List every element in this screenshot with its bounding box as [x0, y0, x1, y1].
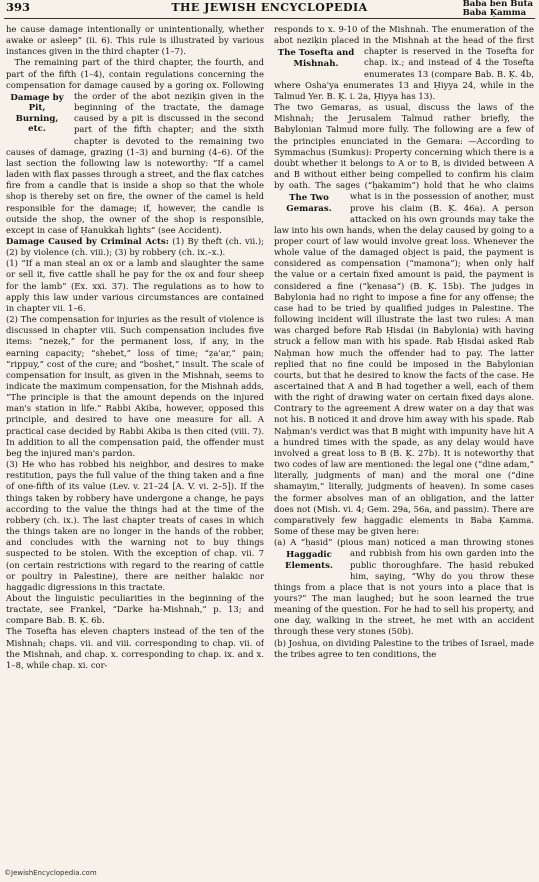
paragraph-text: responds to x. 9-10 of the Mishnah. The enumeration of the abot neziḳin placed in the Mishnah at the — [274, 24, 534, 46]
paragraph-text: (1) By theft (ch. vii.); (2) by violence (ch. viii.); (3) by robbery (ch. ix.–x.). — [6, 235, 264, 258]
side-heading-two-gemaras: The Two Gemaras. — [286, 193, 332, 214]
right-column — [274, 24, 534, 864]
side-heading-damage-by-pit: Damage by Pit, Burning, etc. — [10, 92, 64, 135]
page-header — [4, 0, 535, 19]
page-number: 393 — [6, 0, 31, 14]
paragraph-text: The remaining part of the third chapter, the fourth, and part of the fifth (1–4), contain regulations concerning the compensation for damage caused by a goring ox. — [6, 57, 264, 90]
left-column — [6, 24, 264, 864]
paragraph: (2) The compensation for injuries as the result of violence is discussed in chapter viii. Such compensation includes five items: “nezeḳ,” for the permanent loss, if any, in the earning capacity; “shebet,” loss of time; “ẓa'ar,” pain; “rippuy,” cost of the cure; and “boshet,” insult. The scale of compensation for insult, as given in the Mishnah, seems to indicate the maximum compensation, for the Mishnah adds, “The principle is that the amount depends on the injured man's station in life.” Rabbi Akiba, however, opposed this principle, and desired to have one measure for all. A practical case decided by Rabbi Akiba is then cited (viii. 7). In addition to all the compensation paid, the offender must beg the injured man's pardon. — [6, 314, 264, 458]
running-head-line-1: Baba ben Buta — [462, 0, 533, 9]
paragraph-text: (a) A “ḥasid” (pious man) noticed a man throwing stones and rubbish from his own garden into the — [274, 537, 534, 559]
paragraph-text: head of the first chapter is reserved in the Tosefta for chap. ix.; and instead of 4 the Tosefta enumerates 13 (compare Bab. B. Ḳ. 4b, where Osha'ya enumerates 13 and Ḥiyya 24, while in the Talmud Yer. B. Ḳ. i. 2a, Ḥiyya has 13). — [274, 35, 534, 101]
side-heading-tosefta: The Tosefta and Mishnah. — [277, 48, 355, 69]
running-head — [463, 0, 533, 17]
paragraph: (1) “If a man steal an ox or a lamb and slaughter the same or sell it, five cattle shall he pay for the ox and four sheep for the lamb” (Ex. xxi. 37). The regulations as to how to apply this law under various circumstances are contained in chapter vii. 1–6. — [6, 258, 264, 313]
paragraph-text: The two Gemaras, as usual, discuss the laws of the Mishnah; the Jerusalem Talmud rather briefly, the Babylonian Talmud more fully. The following are a few of the principles enunciated in the Gemara: —According to Symmachus (Sumkus): Property concerning which there is a doubt whether it belongs to A or to B, is divided between A and B without either being compelled to confirm his claim by oath. The sages (“ḥakamim”) hold that he who — [274, 102, 534, 191]
paragraph-text: Following the order of the abot neziḳin given in the beginning of the tractate, the damage caused by a pit is discussed in the second part of the fifth chapter; and the sixth chapter is devoted to the remaining two causes of damage, grazing (1–3) and burning (4–6). Of the last section the following law is noteworthy: “If a camel laden with flax passes through a street, and the flax catches fire from a candle that is inside a shop so that the whole shop is thereby set on fire, the owner of the camel is held responsible for the damage; if, however, the candle is outside the shop, the owner of the shop is responsible, except in case of Ḥanukkah lights” (see Accident). — [6, 79, 264, 235]
paragraph — [274, 102, 534, 537]
copyright-footer: ©JewishEncyclopedia.com — [4, 869, 97, 877]
paragraph — [274, 537, 534, 637]
paragraph — [6, 236, 264, 258]
paragraph — [6, 57, 264, 236]
inline-heading: Damage Caused by Criminal Acts: — [6, 235, 169, 246]
page-title: THE JEWISH ENCYCLOPEDIA — [171, 1, 368, 14]
paragraph-text: claims what is in the possession of another, must prove his claim (B. Ḳ. 46a). A person attacked on his own grounds may take the law into his own hands, when the delay caused by going to a proper court of law would involve great loss. Whenever the whole value of the damaged object is paid, the payment is considered as compensation (“mamona”); when only half the value or a certain fixed amount is paid, the payment is considered a fine (“ḳenasa”) (B. Ḳ. 15b). The judges in Babylonia had no right to impose a fine for any offense; the case had to be tried by qualified judges in Palestine. The following incident will illustrate the last two rules: A man was charged before Rab Ḥisdai (in Babylonia) with having struck a fellow man with his spade. Rab Ḥisdai asked Rab Naḥman how much the offender had to pay. The latter replied that no fine could be imposed in the Babylonian courts, but that he desired to know the facts of the case. He ascertained that A and B had together a well, each of them with the right of drawing water on certain fixed days alone. Contrary to the agreement A drew water on a day that was not his. B noticed it and drove him away with his spade. Rab Naḥman's verdict was that B might with impunity have hit A a hundred times with the spade, as any delay would have involved a great loss to B (B. Ḳ. 27b). It is noteworthy that two codes of law are mentioned: the legal one (“dine adam,” literally, judgments of man) and the moral one (“dine shamayim,” literally, judgments of heaven). In some cases the former absolves man of an obligation, and the latter does not (Mish. vi. 4; Gem. 29a, 56a, and passim). There are comparatively few haggadic elements in Baba Ḳamma. Some of these may be given here: — [274, 180, 534, 537]
paragraph: he cause damage intentionally or unintentionally, whether awake or asleep” (ii. 6). This rule is illustrated by various instances given in the third chapter (1–7). — [6, 24, 264, 57]
side-heading-haggadic: Haggadic Elements. — [285, 550, 333, 571]
paragraph: (3) He who has robbed his neighbor, and desires to make restitution, pays the full value of the thing taken and a fine of one-fifth of its value (Lev. v. 21–24 [A. V. vi. 2–5]). If the things taken by robbery have undergone a change, he pays according to the value the things had at the time of the robbery (ch. ix.). The last chapter treats of cases in which the things taken are no longer in the hands of the robber, and concludes with the warning not to buy things suspected to be stolen. With the exception of chap. vii. 7 (on certain restrictions with regard to the rearing of cattle or poultry in Palestine), there are neither halakic nor haggadic digressions in this tractate. — [6, 459, 264, 592]
paragraph: (b) Joshua, on dividing Palestine to the tribes of Israel, made the tribes agree to ten conditions, the — [274, 637, 534, 659]
paragraph: The Tosefta has eleven chapters instead of the ten of the Mishnah; chaps. vii. and viii. corresponding to chap. vii. of the Mishnah, and chap. x. corresponding to chap. ix. and x. 1–8, while chap. xi. cor- — [6, 626, 264, 670]
paragraph — [274, 24, 534, 102]
paragraph-text: public thoroughfare. The ḥasid rebuked him, saying, “Why do you throw these things from a place that is not yours into a place that is yours?” The man laughed; but he soon learned the true meaning of the question. For he had to sell his property, and one day, walking in the street, he met with an accident through these very stones (50b). — [274, 559, 534, 637]
running-head-line-2: Baba Ḳamma — [462, 7, 527, 18]
paragraph: About the linguistic peculiarities in the beginning of the tractate, see Frankel, “Darke ha-Mishnah,” p. 13; and compare Bab. B. Ḳ. 6b. — [6, 592, 264, 626]
